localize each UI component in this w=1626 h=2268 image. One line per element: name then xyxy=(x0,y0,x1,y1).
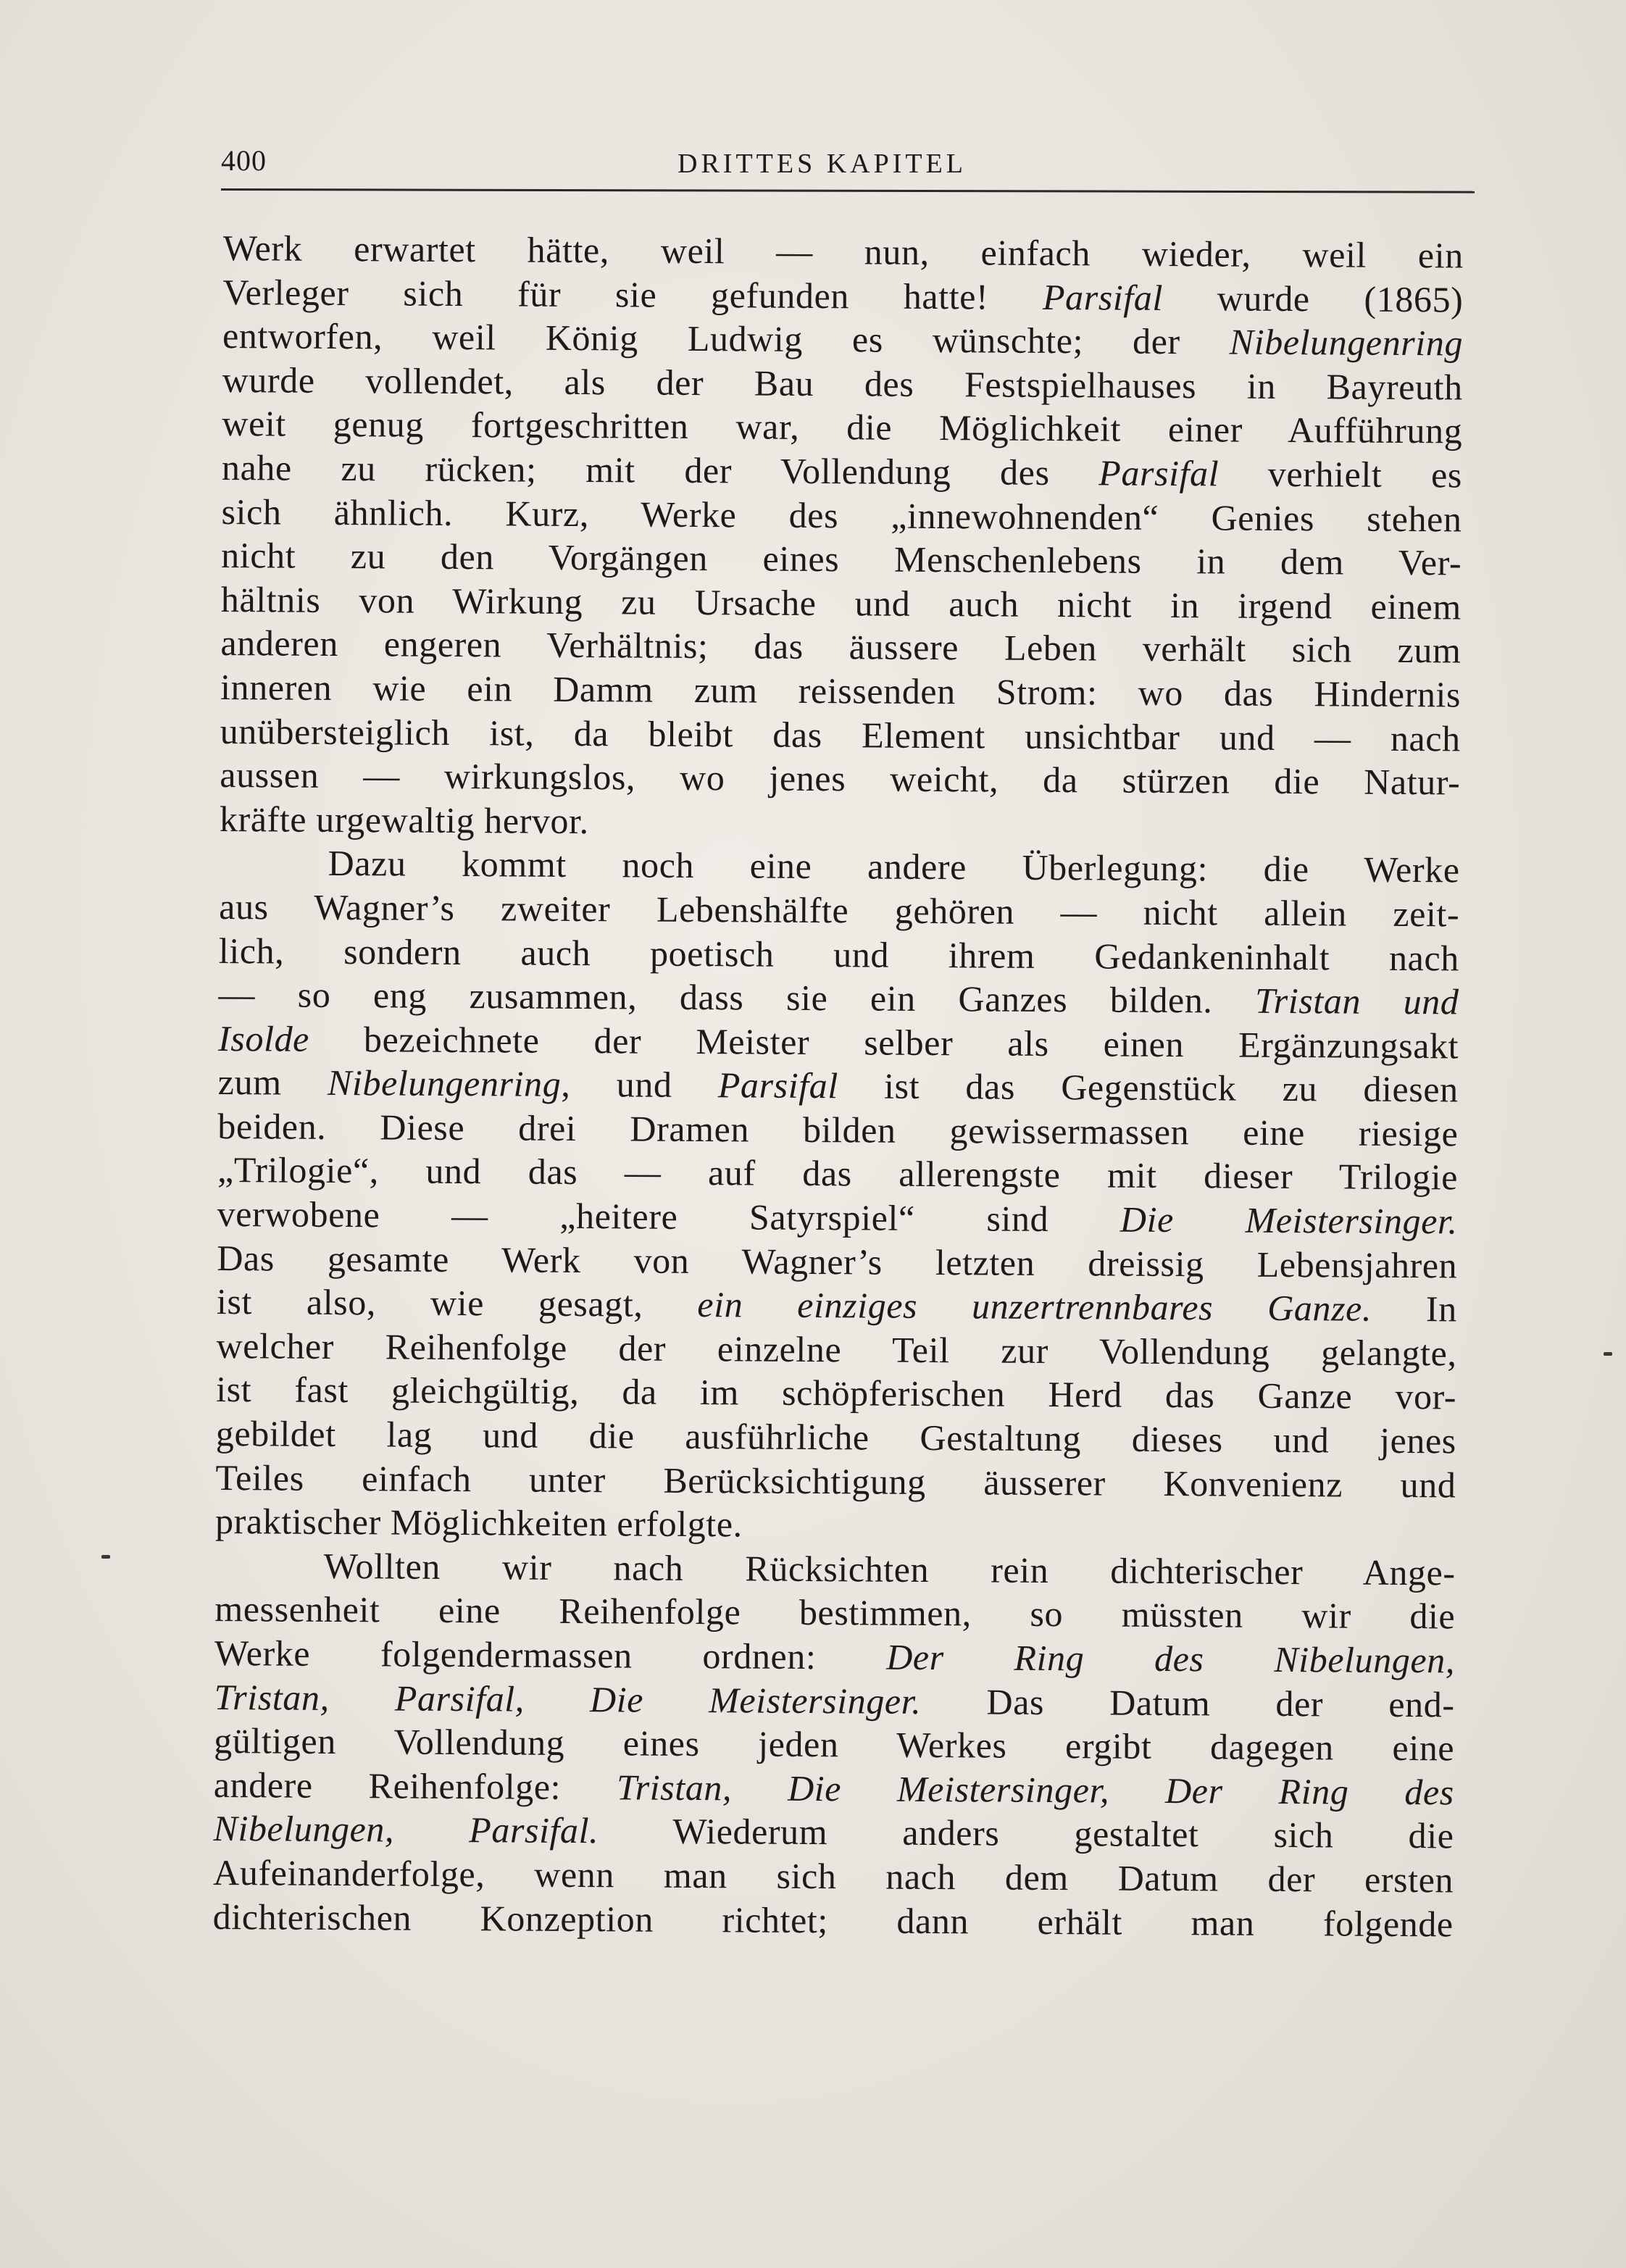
margin-speck xyxy=(1604,1352,1612,1356)
text-line: inneren wie ein Damm zum reissenden Strom: wo das Hindernis xyxy=(220,666,1462,715)
text-line: nicht zu den Vorgängen eines Menschenlebens in dem Ver- xyxy=(221,535,1462,583)
text-line: beiden. Diese drei Dramen bilden gewissermassen eine riesige xyxy=(217,1105,1459,1154)
text-line: lich, sondern auch poetisch und ihrem Gedankeninhalt nach xyxy=(218,930,1460,978)
text-line: aussen — wirkungslos, wo jenes weicht, da stürzen die Natur- xyxy=(220,754,1461,803)
italic-title: Nibelungen, Parsifal. xyxy=(213,1808,599,1851)
text-line: wurde vollendet, als der Bau des Festspielhauses in Bayreuth xyxy=(222,359,1463,408)
text-line: messenheit eine Reihenfolge bestimmen, so müssten wir die xyxy=(214,1588,1456,1637)
text-line: zum Nibelungenring, und Parsifal ist das Gegenstück zu diesen xyxy=(217,1062,1459,1110)
italic-title: Tristan, Parsifal, Die Meistersinger. xyxy=(214,1676,922,1722)
text-line: entworfen, weil König Ludwig es wünschte; der Nibelungenring xyxy=(222,315,1464,364)
margin-speck xyxy=(101,1555,110,1559)
text-line: welcher Reihenfolge der einzelne Teil zur Vollendung gelangte, xyxy=(216,1325,1457,1374)
text-line: Werke folgendermassen ordnen: Der Ring des Nibelungen, xyxy=(214,1632,1456,1681)
italic-title: Die Meistersinger. xyxy=(1120,1198,1458,1242)
text-line: hältnis von Wirkung zu Ursache und auch nicht in irgend einem xyxy=(220,578,1462,628)
page-number: 400 xyxy=(221,144,267,177)
text-line: ist also, wie gesagt, ein einziges unzertrennbares Ganze. In xyxy=(216,1281,1458,1330)
page-header xyxy=(221,143,1471,187)
text-line: andere Reihenfolge: Tristan, Die Meistersinger, Der Ring des xyxy=(213,1764,1455,1813)
text-line: weit genug fortgeschritten war, die Möglichkeit einer Aufführung xyxy=(222,403,1463,451)
text-line: gültigen Vollendung eines jeden Werkes ergibt dagegen eine xyxy=(214,1720,1455,1769)
text-line: Nibelungen, Parsifal. Wiederum anders gestaltet sich die xyxy=(213,1808,1454,1856)
italic-title: ein einziges unzertrennbares Ganze. xyxy=(697,1284,1372,1329)
text-line: Verleger sich für sie gefunden hatte! Parsifal wurde (1865) xyxy=(222,271,1464,320)
italic-title: Parsifal xyxy=(1098,452,1220,494)
italic-title: Tristan und xyxy=(1254,980,1459,1022)
running-head: DRITTES KAPITEL xyxy=(678,149,967,179)
text-line: ist fast gleichgültig, da im schöpferischen Herd das Ganze vor- xyxy=(216,1369,1457,1417)
header-rule xyxy=(221,188,1475,193)
text-line: Aufeinanderfolge, wenn man sich nach dem Datum der ersten xyxy=(212,1851,1454,1901)
text-line: Werk erwartet hätte, weil — nun, einfach wieder, weil ein xyxy=(222,227,1464,276)
italic-title: Parsifal xyxy=(717,1064,838,1106)
text-line: nahe zu rücken; mit der Vollendung des Parsifal verhielt es xyxy=(221,446,1463,496)
text-line: Wollten wir nach Rücksichten rein dichterischer Ange- xyxy=(323,1545,1456,1593)
text-line: unübersteiglich ist, da bleibt das Element unsichtbar und — nach xyxy=(220,710,1461,759)
italic-title: Der Ring des Nibelungen, xyxy=(886,1636,1456,1681)
text-line: Isolde bezeichnete der Meister selber als einen Ergänzungsakt xyxy=(217,1017,1459,1067)
text-line: Das gesamte Werk von Wagner’s letzten dreissig Lebensjahren xyxy=(217,1237,1458,1286)
text-line: — so eng zusammen, dass sie ein Ganzes bilden. Tristan und xyxy=(218,974,1459,1022)
text-line: anderen engeren Verhältnis; das äussere Leben verhält sich zum xyxy=(220,622,1462,671)
body-text xyxy=(213,226,1464,1946)
text-line: Dazu kommt noch eine andere Überlegung: die Werke xyxy=(328,843,1460,891)
italic-title: Nibelungenring xyxy=(327,1062,562,1105)
text-line: Tristan, Parsifal, Die Meistersinger. Das Datum der end- xyxy=(214,1676,1455,1725)
italic-title: Tristan, Die Meistersinger, Der Ring des xyxy=(616,1767,1455,1813)
text-line: kräfte urgewaltig hervor. xyxy=(219,798,589,841)
italic-title: Parsifal xyxy=(1042,276,1164,318)
text-line: sich ähnlich. Kurz, Werke des „innewohnenden“ Genies stehen xyxy=(221,491,1462,540)
text-line: praktischer Möglichkeiten erfolgte. xyxy=(214,1501,743,1545)
text-line: aus Wagner’s zweiter Lebenshälfte gehören — nicht allein zeit- xyxy=(219,885,1460,935)
text-line: gebildet lag und die ausführliche Gestaltung dieses und jenes xyxy=(215,1413,1456,1462)
text-line: dichterischen Konzeption richtet; dann erhält man folgende xyxy=(212,1896,1454,1944)
italic-title: Nibelungenring xyxy=(1229,321,1464,364)
text-line: „Trilogie“, und das — auf das allerengste mit dieser Trilogie xyxy=(217,1149,1459,1198)
text-line: verwobene — „heitere Satyrspiel“ sind Die Meistersinger. xyxy=(217,1193,1458,1242)
italic-title: Isolde xyxy=(217,1017,310,1059)
text-line: Teiles einfach unter Berücksichtigung äusserer Konvenienz und xyxy=(215,1456,1456,1506)
